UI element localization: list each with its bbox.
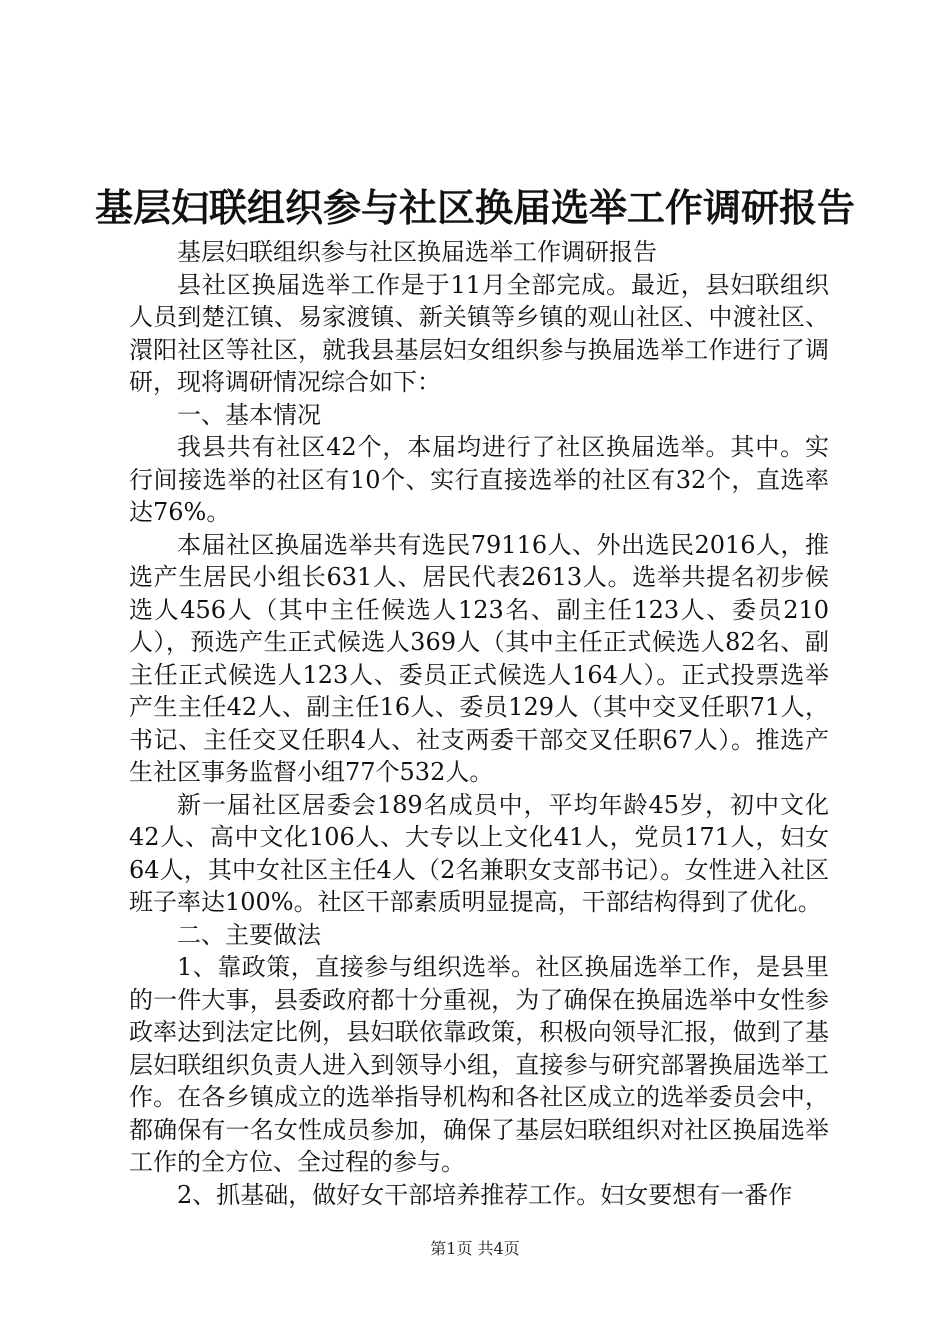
paragraph-basic-2: 本届社区换届选举共有选民79116人、外出选民2016人，推选产生居民小组长631人、居民代表2613人。选举共提名初步候选人456人（其中主任候选人123名、副主任123人、委员210人），预选产生正式候选人369人（其中主任正式候选人82名、副主任正式候选人123人、委员正式候选人164人）。正式投票选举产生主任42人、副主任16人、委员129人（其中交叉任职71人，书记、主任交叉任职4人、社支两委干部交叉任职67人）。推选产生社区事务监督小组77个532人。: [129, 530, 829, 786]
page-number-footer: 第1页 共4页: [430, 1239, 520, 1258]
paragraph-method-2: 2、抓基础，做好女干部培养推荐工作。妇女要想有一番作: [177, 1180, 793, 1209]
paragraph-basic-1: 我县共有社区42个，本届均进行了社区换届选举。其中。实行间接选举的社区有10个、实行直接选举的社区有32个，直选率达76%。: [129, 433, 829, 526]
paragraph-intro: 县社区换届选举工作是于11月全部完成。最近，县妇联组织人员到楚江镇、易家渡镇、新关镇等乡镇的观山社区、中渡社区、澴阳社区等社区，就我县基层妇女组织参与换届选举工作进行了调研，现将调研情况综合如下：: [129, 270, 829, 396]
document-title: 基层妇联组织参与社区换届选举工作调研报告: [94, 185, 855, 230]
section-heading-basic: 一、基本情况: [177, 400, 321, 429]
paragraph-basic-3: 新一届社区居委会189名成员中，平均年龄45岁，初中文化42人、高中文化106人、大专以上文化41人，党员171人，妇女64人，其中女社区主任4人（2名兼职女支部书记）。女性进入社区班子率达100%。社区干部素质明显提高，干部结构得到了优化。: [129, 790, 829, 916]
paragraph-subtitle: 基层妇联组织参与社区换届选举工作调研报告: [177, 238, 657, 266]
section-heading-methods: 二、主要做法: [177, 920, 321, 949]
paragraph-method-1: 1、靠政策，直接参与组织选举。社区换届选举工作，是县里的一件大事，县委政府都十分重视，为了确保在换届选举中女性参政率达到法定比例，县妇联依靠政策，积极向领导汇报，做到了基层妇联组织负责人进入到领导小组，直接参与研究部署换届选举工作。在各乡镇成立的选举指导机构和各社区成立的选举委员会中，都确保有一名女性成员参加，确保了基层妇联组织对社区换届选举工作的全方位、全过程的参与。: [129, 953, 829, 1176]
document-body: [129, 236, 829, 1211]
